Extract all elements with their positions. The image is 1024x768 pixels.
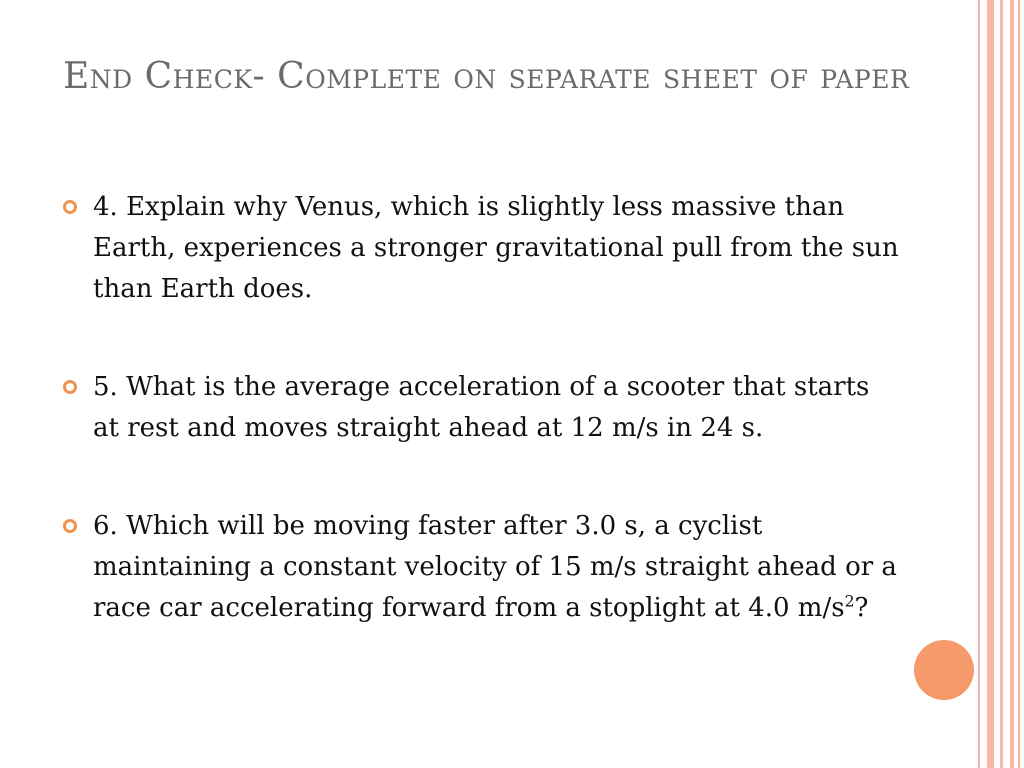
bullet-text: 6. Which will be moving faster after 3.0 s, a cyclist maintaining a constant velocity of 15 m/s straight ahead or a race car accelerating forward from a stoplight at 4.0 m/s	[93, 511, 897, 623]
decorative-stripe	[1018, 0, 1020, 768]
bullet-suffix: ?	[854, 593, 869, 623]
slide-title: End Check- Complete on separate sheet of paper	[63, 56, 910, 97]
bullet-item	[62, 367, 902, 449]
ring-bullet-icon	[63, 200, 77, 214]
superscript-two: 2	[844, 592, 855, 611]
decorative-stripe	[1010, 0, 1014, 768]
decorative-stripe	[978, 0, 980, 768]
decorative-stripe	[987, 0, 994, 768]
ring-bullet-icon	[63, 380, 77, 394]
ring-bullet-icon	[63, 519, 77, 533]
decorative-stripe	[1000, 0, 1003, 768]
bullet-item	[62, 187, 902, 310]
bullet-list	[62, 187, 902, 686]
orange-circle	[914, 640, 974, 700]
bullet-text: 5. What is the average acceleration of a scooter that starts at rest and moves straight ahead at 12 m/s in 24 s.	[93, 372, 870, 443]
bullet-text: 4. Explain why Venus, which is slightly less massive than Earth, experiences a stronger gravitational pull from the sun than Earth does.	[93, 192, 899, 304]
bullet-item	[62, 506, 902, 629]
